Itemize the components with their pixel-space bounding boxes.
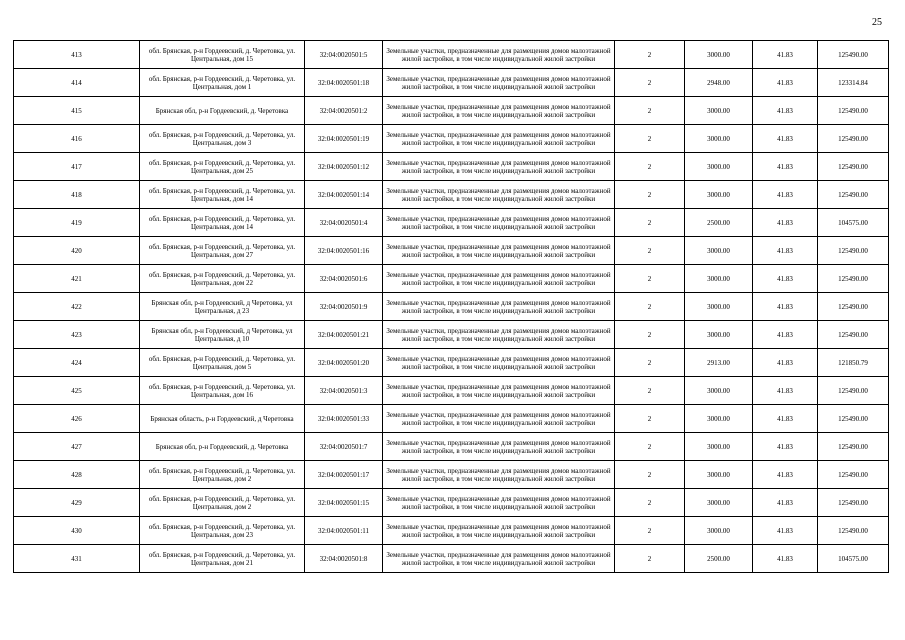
address-cell: Брянская обл, р-н Гордеевский, д Черетовка, ул Центральная, д 23 [140,293,305,321]
rate-cell: 41.83 [753,125,818,153]
area-cell: 3000.00 [685,321,753,349]
land-registry-table [13,40,889,573]
cadastral-value-cell: 125490.00 [818,293,889,321]
cadastral-value-cell: 104575.00 [818,545,889,573]
area-cell: 2500.00 [685,545,753,573]
cadastral-number-cell: 32:04:0020501:15 [305,489,383,517]
group-cell: 2 [615,265,685,293]
land-use-cell: Земельные участки, предназначенные для размещения домов малоэтажной жилой застройки, в том числе индивидуальной жилой застройки [383,181,615,209]
address-cell: обл. Брянская, р-н Гордеевский, д. Черетовка, ул. Центральная, дом 22 [140,265,305,293]
rate-cell: 41.83 [753,545,818,573]
address-cell: обл. Брянская, р-н Гордеевский, д. Черетовка, ул. Центральная, дом 21 [140,545,305,573]
group-cell: 2 [615,69,685,97]
table-row [14,69,889,97]
address-cell: обл. Брянская, р-н Гордеевский, д. Черетовка, ул. Центральная, дом 25 [140,153,305,181]
table-row [14,209,889,237]
table-row [14,405,889,433]
cadastral-value-cell: 125490.00 [818,265,889,293]
rate-cell: 41.83 [753,69,818,97]
cadastral-value-cell: 125490.00 [818,321,889,349]
table-row [14,461,889,489]
table-row [14,349,889,377]
rate-cell: 41.83 [753,293,818,321]
row-number-cell: 428 [14,461,140,489]
table-row [14,153,889,181]
row-number-cell: 424 [14,349,140,377]
area-cell: 3000.00 [685,125,753,153]
row-number-cell: 423 [14,321,140,349]
rate-cell: 41.83 [753,377,818,405]
cadastral-value-cell: 125490.00 [818,181,889,209]
row-number-cell: 421 [14,265,140,293]
cadastral-number-cell: 32:04:0020501:4 [305,209,383,237]
area-cell: 3000.00 [685,237,753,265]
row-number-cell: 413 [14,41,140,69]
land-use-cell: Земельные участки, предназначенные для размещения домов малоэтажной жилой застройки, в том числе индивидуальной жилой застройки [383,293,615,321]
row-number-cell: 426 [14,405,140,433]
land-use-cell: Земельные участки, предназначенные для размещения домов малоэтажной жилой застройки, в том числе индивидуальной жилой застройки [383,433,615,461]
address-cell: обл. Брянская, р-н Гордеевский, д. Черетовка, ул. Центральная, дом 2 [140,489,305,517]
table-row [14,377,889,405]
area-cell: 3000.00 [685,293,753,321]
rate-cell: 41.83 [753,181,818,209]
cadastral-value-cell: 121850.79 [818,349,889,377]
address-cell: Брянская обл, р-н Гордеевский, д. Черетовка [140,97,305,125]
cadastral-number-cell: 32:04:0020501:9 [305,293,383,321]
group-cell: 2 [615,321,685,349]
cadastral-number-cell: 32:04:0020501:7 [305,433,383,461]
rate-cell: 41.83 [753,209,818,237]
row-number-cell: 431 [14,545,140,573]
rate-cell: 41.83 [753,321,818,349]
area-cell: 3000.00 [685,153,753,181]
cadastral-number-cell: 32:04:0020501:21 [305,321,383,349]
rate-cell: 41.83 [753,237,818,265]
table-row [14,321,889,349]
rate-cell: 41.83 [753,41,818,69]
rate-cell: 41.83 [753,349,818,377]
group-cell: 2 [615,237,685,265]
table-row [14,433,889,461]
address-cell: обл. Брянская, р-н Гордеевский, д. Черетовка, ул. Центральная, дом 3 [140,125,305,153]
area-cell: 3000.00 [685,461,753,489]
area-cell: 2948.00 [685,69,753,97]
address-cell: обл. Брянская, р-н Гордеевский, д. Черетовка, ул. Центральная, дом 1 [140,69,305,97]
area-cell: 2500.00 [685,209,753,237]
row-number-cell: 417 [14,153,140,181]
rate-cell: 41.83 [753,153,818,181]
land-use-cell: Земельные участки, предназначенные для размещения домов малоэтажной жилой застройки, в том числе индивидуальной жилой застройки [383,237,615,265]
land-use-cell: Земельные участки, предназначенные для размещения домов малоэтажной жилой застройки, в том числе индивидуальной жилой застройки [383,97,615,125]
address-cell: обл. Брянская, р-н Гордеевский, д. Черетовка, ул. Центральная, дом 14 [140,209,305,237]
area-cell: 3000.00 [685,97,753,125]
table-row [14,41,889,69]
cadastral-number-cell: 32:04:0020501:33 [305,405,383,433]
address-cell: обл. Брянская, р-н Гордеевский, д. Черетовка, ул. Центральная, дом 5 [140,349,305,377]
cadastral-number-cell: 32:04:0020501:19 [305,125,383,153]
address-cell: Брянская область, р-н Гордеевский, д Черетовка [140,405,305,433]
cadastral-number-cell: 32:04:0020501:17 [305,461,383,489]
land-use-cell: Земельные участки, предназначенные для размещения домов малоэтажной жилой застройки, в том числе индивидуальной жилой застройки [383,377,615,405]
cadastral-value-cell: 125490.00 [818,489,889,517]
area-cell: 3000.00 [685,41,753,69]
address-cell: обл. Брянская, р-н Гордеевский, д. Черетовка, ул. Центральная, дом 2 [140,461,305,489]
table-row [14,97,889,125]
area-cell: 3000.00 [685,405,753,433]
cadastral-value-cell: 125490.00 [818,461,889,489]
cadastral-value-cell: 125490.00 [818,517,889,545]
cadastral-number-cell: 32:04:0020501:12 [305,153,383,181]
cadastral-number-cell: 32:04:0020501:16 [305,237,383,265]
group-cell: 2 [615,97,685,125]
rate-cell: 41.83 [753,405,818,433]
rate-cell: 41.83 [753,433,818,461]
area-cell: 3000.00 [685,517,753,545]
group-cell: 2 [615,41,685,69]
land-use-cell: Земельные участки, предназначенные для размещения домов малоэтажной жилой застройки, в том числе индивидуальной жилой застройки [383,405,615,433]
cadastral-value-cell: 125490.00 [818,405,889,433]
table-row [14,125,889,153]
row-number-cell: 427 [14,433,140,461]
table-row [14,545,889,573]
land-use-cell: Земельные участки, предназначенные для размещения домов малоэтажной жилой застройки, в том числе индивидуальной жилой застройки [383,209,615,237]
rate-cell: 41.83 [753,461,818,489]
cadastral-value-cell: 123314.84 [818,69,889,97]
cadastral-number-cell: 32:04:0020501:11 [305,517,383,545]
land-use-cell: Земельные участки, предназначенные для размещения домов малоэтажной жилой застройки, в том числе индивидуальной жилой застройки [383,517,615,545]
page-number: 25 [872,17,882,28]
cadastral-number-cell: 32:04:0020501:3 [305,377,383,405]
rate-cell: 41.83 [753,489,818,517]
cadastral-number-cell: 32:04:0020501:14 [305,181,383,209]
table-row [14,181,889,209]
area-cell: 3000.00 [685,265,753,293]
group-cell: 2 [615,209,685,237]
cadastral-value-cell: 125490.00 [818,377,889,405]
group-cell: 2 [615,377,685,405]
rate-cell: 41.83 [753,97,818,125]
cadastral-number-cell: 32:04:0020501:20 [305,349,383,377]
land-use-cell: Земельные участки, предназначенные для размещения домов малоэтажной жилой застройки, в том числе индивидуальной жилой застройки [383,125,615,153]
group-cell: 2 [615,545,685,573]
area-cell: 3000.00 [685,433,753,461]
land-use-cell: Земельные участки, предназначенные для размещения домов малоэтажной жилой застройки, в том числе индивидуальной жилой застройки [383,69,615,97]
table-row [14,293,889,321]
row-number-cell: 415 [14,97,140,125]
row-number-cell: 429 [14,489,140,517]
land-use-cell: Земельные участки, предназначенные для размещения домов малоэтажной жилой застройки, в том числе индивидуальной жилой застройки [383,153,615,181]
row-number-cell: 418 [14,181,140,209]
land-use-cell: Земельные участки, предназначенные для размещения домов малоэтажной жилой застройки, в том числе индивидуальной жилой застройки [383,461,615,489]
group-cell: 2 [615,489,685,517]
address-cell: Брянская обл, р-н Гордеевский, д. Черетовка [140,433,305,461]
group-cell: 2 [615,125,685,153]
group-cell: 2 [615,181,685,209]
cadastral-value-cell: 125490.00 [818,237,889,265]
row-number-cell: 419 [14,209,140,237]
row-number-cell: 422 [14,293,140,321]
cadastral-value-cell: 125490.00 [818,153,889,181]
cadastral-number-cell: 32:04:0020501:18 [305,69,383,97]
group-cell: 2 [615,293,685,321]
address-cell: Брянская обл, р-н Гордеевский, д Черетовка, ул Центральная, д 10 [140,321,305,349]
cadastral-number-cell: 32:04:0020501:2 [305,97,383,125]
cadastral-value-cell: 125490.00 [818,433,889,461]
area-cell: 3000.00 [685,489,753,517]
address-cell: обл. Брянская, р-н Гордеевский, д. Черетовка, ул. Центральная, дом 14 [140,181,305,209]
address-cell: обл. Брянская, р-н Гордеевский, д. Черетовка, ул. Центральная, дом 27 [140,237,305,265]
row-number-cell: 425 [14,377,140,405]
land-use-cell: Земельные участки, предназначенные для размещения домов малоэтажной жилой застройки, в том числе индивидуальной жилой застройки [383,321,615,349]
cadastral-value-cell: 125490.00 [818,41,889,69]
land-use-cell: Земельные участки, предназначенные для размещения домов малоэтажной жилой застройки, в том числе индивидуальной жилой застройки [383,265,615,293]
group-cell: 2 [615,517,685,545]
rate-cell: 41.83 [753,517,818,545]
land-use-cell: Земельные участки, предназначенные для размещения домов малоэтажной жилой застройки, в том числе индивидуальной жилой застройки [383,41,615,69]
cadastral-number-cell: 32:04:0020501:8 [305,545,383,573]
group-cell: 2 [615,349,685,377]
land-use-cell: Земельные участки, предназначенные для размещения домов малоэтажной жилой застройки, в том числе индивидуальной жилой застройки [383,349,615,377]
table-row [14,489,889,517]
cadastral-value-cell: 125490.00 [818,97,889,125]
row-number-cell: 416 [14,125,140,153]
table-body [14,41,889,573]
rate-cell: 41.83 [753,265,818,293]
row-number-cell: 430 [14,517,140,545]
group-cell: 2 [615,153,685,181]
area-cell: 3000.00 [685,377,753,405]
cadastral-value-cell: 125490.00 [818,125,889,153]
address-cell: обл. Брянская, р-н Гордеевский, д. Черетовка, ул. Центральная, дом 16 [140,377,305,405]
group-cell: 2 [615,461,685,489]
table-row [14,265,889,293]
land-use-cell: Земельные участки, предназначенные для размещения домов малоэтажной жилой застройки, в том числе индивидуальной жилой застройки [383,545,615,573]
address-cell: обл. Брянская, р-н Гордеевский, д. Черетовка, ул. Центральная, дом 15 [140,41,305,69]
group-cell: 2 [615,433,685,461]
land-use-cell: Земельные участки, предназначенные для размещения домов малоэтажной жилой застройки, в том числе индивидуальной жилой застройки [383,489,615,517]
table-row [14,237,889,265]
group-cell: 2 [615,405,685,433]
area-cell: 2913.00 [685,349,753,377]
cadastral-number-cell: 32:04:0020501:6 [305,265,383,293]
address-cell: обл. Брянская, р-н Гордеевский, д. Черетовка, ул. Центральная, дом 23 [140,517,305,545]
row-number-cell: 414 [14,69,140,97]
cadastral-value-cell: 104575.00 [818,209,889,237]
row-number-cell: 420 [14,237,140,265]
area-cell: 3000.00 [685,181,753,209]
cadastral-number-cell: 32:04:0020501:5 [305,41,383,69]
table-row [14,517,889,545]
